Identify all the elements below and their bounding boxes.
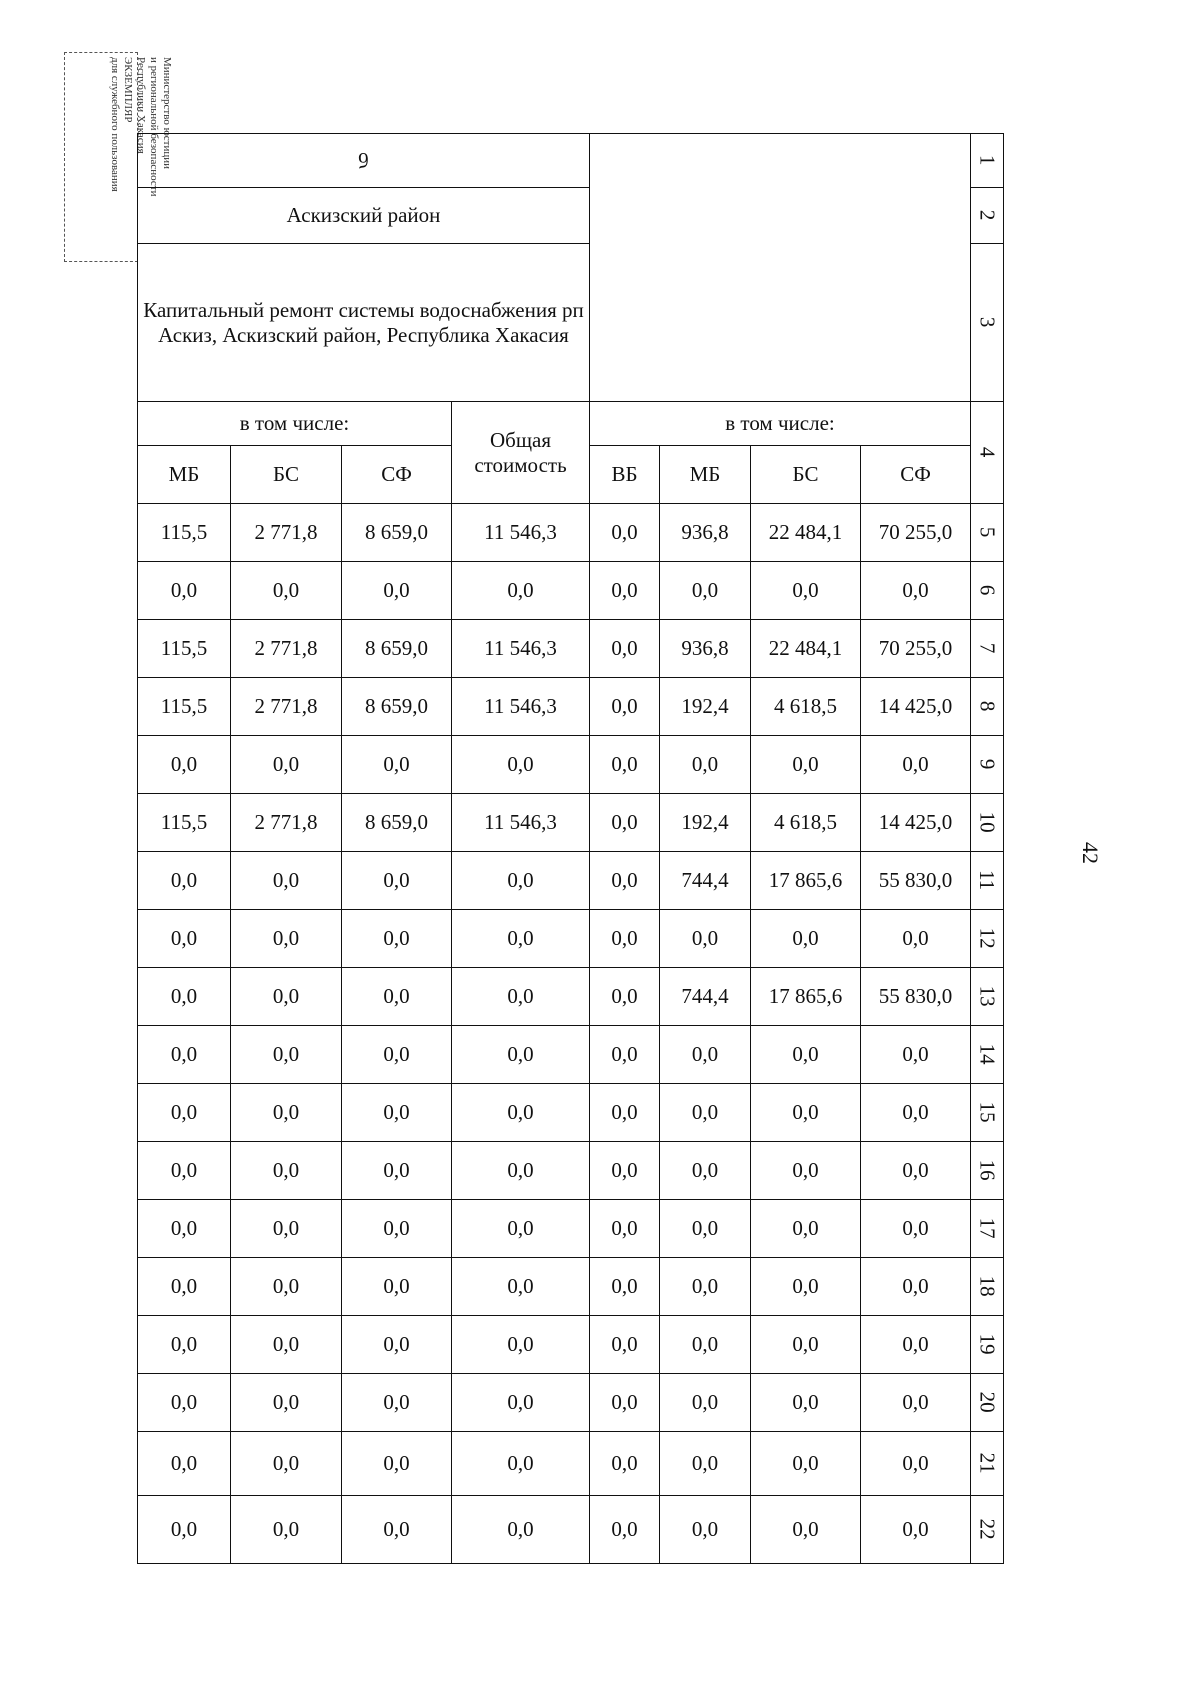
value-cell: 2 771,8 bbox=[231, 678, 342, 736]
value-cell: 0,0 bbox=[861, 736, 971, 794]
value-cell: 0,0 bbox=[751, 1316, 861, 1374]
value-cell: 11 546,3 bbox=[452, 504, 590, 562]
value-cell: 0,0 bbox=[342, 1026, 452, 1084]
value-cell: 0,0 bbox=[138, 1432, 231, 1496]
row-number-cell bbox=[971, 134, 1004, 188]
value-cell: 2 771,8 bbox=[231, 620, 342, 678]
row-number: 18 bbox=[975, 1275, 1000, 1297]
value-cell: 0,0 bbox=[342, 968, 452, 1026]
value-cell: 0,0 bbox=[231, 852, 342, 910]
row-number-cell bbox=[971, 910, 1004, 968]
value-cell: 0,0 bbox=[452, 1200, 590, 1258]
empty-header-cell bbox=[590, 134, 971, 402]
funding-source-mb: МБ bbox=[660, 446, 751, 504]
value-cell: 14 425,0 bbox=[861, 794, 971, 852]
value-cell: 8 659,0 bbox=[342, 678, 452, 736]
value-cell: 744,4 bbox=[660, 852, 751, 910]
value-cell: 0,0 bbox=[861, 1432, 971, 1496]
registration-stamp bbox=[64, 52, 173, 262]
value-cell: 0,0 bbox=[590, 852, 660, 910]
value-cell: 70 255,0 bbox=[861, 620, 971, 678]
value-cell: 0,0 bbox=[452, 968, 590, 1026]
value-cell: 0,0 bbox=[660, 1496, 751, 1564]
row-number: 10 bbox=[975, 811, 1000, 833]
value-cell: 0,0 bbox=[452, 1258, 590, 1316]
table-row bbox=[138, 1142, 1004, 1200]
value-cell: 0,0 bbox=[138, 1258, 231, 1316]
value-cell: 0,0 bbox=[138, 1496, 231, 1564]
value-cell: 0,0 bbox=[452, 736, 590, 794]
value-cell: 0,0 bbox=[751, 562, 861, 620]
value-cell: 0,0 bbox=[452, 910, 590, 968]
row-number: 7 bbox=[975, 643, 1000, 654]
value-cell: 0,0 bbox=[452, 1026, 590, 1084]
row-number-cell bbox=[971, 620, 1004, 678]
row-number-cell bbox=[971, 562, 1004, 620]
table-row bbox=[138, 1316, 1004, 1374]
value-cell: 0,0 bbox=[861, 1374, 971, 1432]
value-cell: 0,0 bbox=[751, 736, 861, 794]
value-cell: 0,0 bbox=[861, 1026, 971, 1084]
row-number: 11 bbox=[975, 870, 1000, 891]
value-cell: 0,0 bbox=[138, 1316, 231, 1374]
value-cell: 0,0 bbox=[751, 1374, 861, 1432]
value-cell: 0,0 bbox=[231, 910, 342, 968]
row-number-cell bbox=[971, 678, 1004, 736]
value-cell: 8 659,0 bbox=[342, 504, 452, 562]
row-number: 5 bbox=[975, 527, 1000, 538]
value-cell: 0,0 bbox=[590, 794, 660, 852]
value-cell: 115,5 bbox=[138, 678, 231, 736]
value-cell: 0,0 bbox=[138, 1142, 231, 1200]
value-cell: 55 830,0 bbox=[861, 852, 971, 910]
value-cell: 0,0 bbox=[590, 1316, 660, 1374]
value-cell: 0,0 bbox=[231, 562, 342, 620]
district-cell: Аскизский район bbox=[138, 188, 590, 244]
value-cell: 936,8 bbox=[660, 504, 751, 562]
table-row bbox=[138, 794, 1004, 852]
value-cell: 70 255,0 bbox=[861, 504, 971, 562]
value-cell: 0,0 bbox=[138, 736, 231, 794]
value-cell: 0,0 bbox=[590, 968, 660, 1026]
value-cell: 0,0 bbox=[231, 1200, 342, 1258]
value-cell: 0,0 bbox=[342, 1084, 452, 1142]
value-cell: 0,0 bbox=[660, 1374, 751, 1432]
row-number-cell bbox=[971, 188, 1004, 244]
value-cell: 115,5 bbox=[138, 794, 231, 852]
including-right-cell: в том числе: bbox=[590, 402, 971, 446]
table-row bbox=[138, 504, 1004, 562]
value-cell: 0,0 bbox=[861, 910, 971, 968]
value-cell: 0,0 bbox=[231, 1258, 342, 1316]
value-cell: 0,0 bbox=[138, 910, 231, 968]
value-cell: 11 546,3 bbox=[452, 620, 590, 678]
value-cell: 0,0 bbox=[751, 1142, 861, 1200]
value-cell: 0,0 bbox=[590, 1026, 660, 1084]
value-cell: 0,0 bbox=[751, 1258, 861, 1316]
value-cell: 11 546,3 bbox=[452, 678, 590, 736]
value-cell: 0,0 bbox=[231, 1374, 342, 1432]
row-number: 9 bbox=[975, 759, 1000, 770]
value-cell: 0,0 bbox=[342, 1374, 452, 1432]
row-number-cell bbox=[971, 968, 1004, 1026]
row-number-cell bbox=[971, 1432, 1004, 1496]
value-cell: 0,0 bbox=[751, 1084, 861, 1142]
value-cell: 0,0 bbox=[590, 678, 660, 736]
value-cell: 192,4 bbox=[660, 794, 751, 852]
value-cell: 2 771,8 bbox=[231, 504, 342, 562]
row-number: 4 bbox=[975, 447, 1000, 458]
value-cell: 0,0 bbox=[452, 852, 590, 910]
stamp-line: и региональной безопасности bbox=[148, 57, 160, 197]
value-cell: 0,0 bbox=[590, 620, 660, 678]
row-number: 15 bbox=[975, 1101, 1000, 1123]
value-cell: 22 484,1 bbox=[751, 504, 861, 562]
table-row bbox=[138, 852, 1004, 910]
value-cell: 0,0 bbox=[861, 1496, 971, 1564]
value-cell: 0,0 bbox=[452, 1084, 590, 1142]
row-number: 12 bbox=[975, 927, 1000, 949]
value-cell: 0,0 bbox=[452, 1374, 590, 1432]
value-cell: 744,4 bbox=[660, 968, 751, 1026]
row-number-cell bbox=[971, 1142, 1004, 1200]
budget-table bbox=[137, 133, 1004, 1564]
table-row bbox=[138, 1432, 1004, 1496]
value-cell: 0,0 bbox=[861, 1084, 971, 1142]
row-number-cell bbox=[971, 1084, 1004, 1142]
row-number-cell bbox=[971, 794, 1004, 852]
funding-source-sf: СФ bbox=[861, 446, 971, 504]
value-cell: 0,0 bbox=[590, 1200, 660, 1258]
value-cell: 0,0 bbox=[231, 1084, 342, 1142]
value-cell: 0,0 bbox=[342, 736, 452, 794]
value-cell: 0,0 bbox=[231, 1432, 342, 1496]
value-cell: 0,0 bbox=[231, 1316, 342, 1374]
project-title-cell: Капитальный ремонт системы водоснабжения рп Аскиз, Аскизский район, Республика Хакасия bbox=[138, 244, 590, 402]
value-cell: 17 865,6 bbox=[751, 968, 861, 1026]
value-cell: 0,0 bbox=[660, 1432, 751, 1496]
value-cell: 0,0 bbox=[231, 1142, 342, 1200]
row-number-cell bbox=[971, 1026, 1004, 1084]
row-number: 14 bbox=[975, 1043, 1000, 1065]
table-row bbox=[138, 678, 1004, 736]
value-cell: 17 865,6 bbox=[751, 852, 861, 910]
value-cell: 115,5 bbox=[138, 504, 231, 562]
value-cell: 0,0 bbox=[861, 562, 971, 620]
header-row-including bbox=[138, 402, 1004, 446]
funding-source-bs: БС bbox=[751, 446, 861, 504]
row-number-cell bbox=[971, 244, 1004, 402]
value-cell: 0,0 bbox=[590, 504, 660, 562]
value-cell: 0,0 bbox=[138, 1026, 231, 1084]
row-number-cell bbox=[971, 852, 1004, 910]
row-number-cell bbox=[971, 1374, 1004, 1432]
row-number-cell bbox=[971, 1496, 1004, 1564]
value-cell: 0,0 bbox=[590, 1142, 660, 1200]
value-cell: 0,0 bbox=[231, 1496, 342, 1564]
row-number-cell bbox=[971, 1258, 1004, 1316]
stamp-line: ЭКЗЕМПЛЯР bbox=[122, 57, 134, 123]
value-cell: 0,0 bbox=[138, 852, 231, 910]
value-cell: 0,0 bbox=[660, 1316, 751, 1374]
table-row bbox=[138, 736, 1004, 794]
row-number-cell bbox=[971, 504, 1004, 562]
column-number: б bbox=[358, 148, 369, 173]
table-row bbox=[138, 1084, 1004, 1142]
row-number: 3 bbox=[975, 317, 1000, 328]
value-cell: 0,0 bbox=[660, 1200, 751, 1258]
value-cell: 0,0 bbox=[660, 736, 751, 794]
value-cell: 0,0 bbox=[751, 1200, 861, 1258]
table-row bbox=[138, 1258, 1004, 1316]
table-row bbox=[138, 968, 1004, 1026]
funding-source-bs: БС bbox=[231, 446, 342, 504]
value-cell: 0,0 bbox=[660, 1258, 751, 1316]
value-cell: 14 425,0 bbox=[861, 678, 971, 736]
table-row bbox=[138, 620, 1004, 678]
value-cell: 0,0 bbox=[231, 968, 342, 1026]
value-cell: 0,0 bbox=[452, 1432, 590, 1496]
value-cell: 2 771,8 bbox=[231, 794, 342, 852]
value-cell: 0,0 bbox=[660, 562, 751, 620]
value-cell: 0,0 bbox=[342, 852, 452, 910]
value-cell: 0,0 bbox=[342, 1496, 452, 1564]
table-row bbox=[138, 910, 1004, 968]
value-cell: 0,0 bbox=[342, 562, 452, 620]
row-number: 16 bbox=[975, 1159, 1000, 1181]
value-cell: 0,0 bbox=[138, 562, 231, 620]
value-cell: 8 659,0 bbox=[342, 794, 452, 852]
row-number: 22 bbox=[975, 1518, 1000, 1540]
funding-source-vb: ВБ bbox=[590, 446, 660, 504]
column-number-cell bbox=[138, 134, 590, 188]
header-row-col-number bbox=[138, 134, 1004, 188]
value-cell: 0,0 bbox=[138, 1200, 231, 1258]
funding-source-mb: МБ bbox=[138, 446, 231, 504]
value-cell: 0,0 bbox=[590, 1258, 660, 1316]
row-number-cell bbox=[971, 736, 1004, 794]
row-number: 6 bbox=[975, 585, 1000, 596]
value-cell: 936,8 bbox=[660, 620, 751, 678]
value-cell: 0,0 bbox=[452, 1496, 590, 1564]
row-number: 21 bbox=[975, 1452, 1000, 1474]
value-cell: 0,0 bbox=[590, 1496, 660, 1564]
value-cell: 192,4 bbox=[660, 678, 751, 736]
value-cell: 0,0 bbox=[452, 562, 590, 620]
row-number-cell bbox=[971, 402, 1004, 504]
value-cell: 0,0 bbox=[342, 1258, 452, 1316]
value-cell: 0,0 bbox=[138, 1374, 231, 1432]
table-row bbox=[138, 1374, 1004, 1432]
row-number: 8 bbox=[975, 701, 1000, 712]
value-cell: 0,0 bbox=[231, 736, 342, 794]
value-cell: 0,0 bbox=[590, 736, 660, 794]
value-cell: 0,0 bbox=[660, 910, 751, 968]
value-cell: 0,0 bbox=[861, 1316, 971, 1374]
value-cell: 0,0 bbox=[138, 968, 231, 1026]
table-row bbox=[138, 1200, 1004, 1258]
row-number: 17 bbox=[975, 1217, 1000, 1239]
page-number: 42 bbox=[1078, 842, 1103, 864]
table-row bbox=[138, 1026, 1004, 1084]
stamp-line: Министерство юстиции bbox=[161, 57, 173, 170]
value-cell: 0,0 bbox=[751, 910, 861, 968]
value-cell: 0,0 bbox=[342, 1432, 452, 1496]
value-cell: 0,0 bbox=[452, 1142, 590, 1200]
value-cell: 0,0 bbox=[342, 1142, 452, 1200]
row-number: 1 bbox=[975, 155, 1000, 166]
value-cell: 0,0 bbox=[660, 1026, 751, 1084]
value-cell: 0,0 bbox=[231, 1026, 342, 1084]
funding-source-sf: СФ bbox=[342, 446, 452, 504]
value-cell: 0,0 bbox=[590, 1084, 660, 1142]
value-cell: 0,0 bbox=[138, 1084, 231, 1142]
value-cell: 0,0 bbox=[342, 1316, 452, 1374]
value-cell: 0,0 bbox=[590, 562, 660, 620]
value-cell: 0,0 bbox=[342, 1200, 452, 1258]
row-number-cell bbox=[971, 1200, 1004, 1258]
value-cell: 0,0 bbox=[861, 1258, 971, 1316]
table-row bbox=[138, 562, 1004, 620]
row-number: 2 bbox=[975, 210, 1000, 221]
value-cell: 4 618,5 bbox=[751, 794, 861, 852]
value-cell: 0,0 bbox=[751, 1432, 861, 1496]
value-cell: 8 659,0 bbox=[342, 620, 452, 678]
value-cell: 0,0 bbox=[590, 1374, 660, 1432]
value-cell: 0,0 bbox=[861, 1142, 971, 1200]
row-number-cell bbox=[971, 1316, 1004, 1374]
value-cell: 55 830,0 bbox=[861, 968, 971, 1026]
value-cell: 0,0 bbox=[342, 910, 452, 968]
row-number: 20 bbox=[975, 1391, 1000, 1413]
total-cost-cell: Общая стоимость bbox=[452, 402, 590, 504]
value-cell: 0,0 bbox=[590, 1432, 660, 1496]
row-number: 13 bbox=[975, 985, 1000, 1007]
stamp-line: для служебного пользования bbox=[109, 57, 121, 192]
value-cell: 4 618,5 bbox=[751, 678, 861, 736]
value-cell: 11 546,3 bbox=[452, 794, 590, 852]
value-cell: 0,0 bbox=[861, 1200, 971, 1258]
row-number: 19 bbox=[975, 1333, 1000, 1355]
value-cell: 0,0 bbox=[590, 910, 660, 968]
value-cell: 0,0 bbox=[751, 1496, 861, 1564]
value-cell: 0,0 bbox=[452, 1316, 590, 1374]
table-row bbox=[138, 1496, 1004, 1564]
value-cell: 0,0 bbox=[751, 1026, 861, 1084]
including-left-cell: в том числе: bbox=[138, 402, 452, 446]
value-cell: 0,0 bbox=[660, 1084, 751, 1142]
value-cell: 115,5 bbox=[138, 620, 231, 678]
value-cell: 22 484,1 bbox=[751, 620, 861, 678]
stamp-line: Республики Хакасия bbox=[135, 57, 147, 154]
value-cell: 0,0 bbox=[660, 1142, 751, 1200]
